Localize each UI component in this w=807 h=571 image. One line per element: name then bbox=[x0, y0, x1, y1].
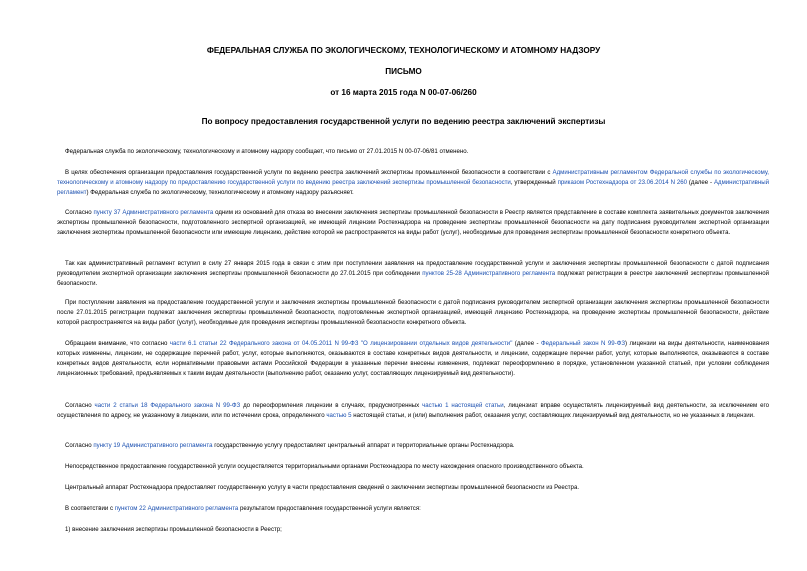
paragraph-2 bbox=[57, 168, 769, 198]
link-law-99-fz-part-2[interactable]: части 2 статьи 18 Федерального закона N 99-ФЗ bbox=[94, 402, 241, 409]
link-law-99-fz-part-6-1[interactable]: части 6.1 статьи 22 Федерального закона от 04.05.2011 N 99-ФЗ "О лицензировании отдельных видов деятельности" bbox=[169, 340, 513, 347]
link-part-1[interactable]: частью 1 настоящей статьи bbox=[422, 402, 504, 409]
link-law-99-fz[interactable]: Федеральный закон N 99-ФЗ bbox=[541, 340, 626, 347]
paragraph-4 bbox=[57, 259, 769, 289]
paragraph-text: подлежат регистрации в реестре заключений экспертизы промышленной безопасности. bbox=[57, 270, 769, 287]
paragraph-9 bbox=[57, 462, 769, 472]
paragraph-text: Центральный аппарат Ростехнадзора предоставляет государственную услугу в части предоставления сведений о заключении экспертизы промышленной безопасности из Реестра. bbox=[65, 484, 580, 491]
link-point-37[interactable]: пункту 37 Административного регламента bbox=[93, 209, 214, 216]
paragraph-text: Согласно bbox=[65, 442, 94, 449]
paragraph-text: (далее - bbox=[687, 179, 714, 186]
paragraph-text: 1) внесение заключения экспертизы промышленной безопасности в Реестр; bbox=[65, 526, 282, 533]
paragraph-text: В соответствии с bbox=[65, 505, 115, 512]
paragraph-text: Непосредственное предоставление государственной услуги осуществляется территориальными органами Ростехнадзора по месту нахождения опасного производственного объекта. bbox=[65, 463, 584, 470]
link-order-260[interactable]: приказом Ростехнадзора от 23.06.2014 N 260 bbox=[557, 179, 688, 186]
paragraph-12 bbox=[57, 525, 769, 535]
link-admin-regulation-full[interactable]: Административным регламентом Федеральной службы по экологическому, технологическому и атомному надзору по предоставлению государственной услуги по ведению реестра заключений экспертизы промышленной безопасности bbox=[57, 169, 769, 186]
paragraph-text: При поступлении заявления на предоставление государственной услуги и заключения экспертизы промышленной безопасности с датой подписания руководителем экспертной организации заключения экспертизы промышленной безопасности после 27.01.2015 регистрации подлежат заключения экспертизы промышленной безопасности, подготовленные экспертной организацией, имеющей лицензию Ростехнадзора, на проведение экспертизы промышленной безопасности, действие которой распространяется на виды работ (услуг), необходимые для проведения экспертизы промышленной безопасности конкретного объекта. bbox=[57, 299, 769, 326]
paragraph-8 bbox=[57, 441, 769, 451]
paragraph-text: настоящей статьи, и (или) выполнения работ, оказания услуг, составляющих лицензируемый вид деятельности, но не указанных в лицензии. bbox=[351, 412, 755, 419]
paragraph-text: , лицензиат вправе осуществлять лицензируемый вид деятельности, за исключением его осуществления по адресу, не указанному в лицензии, или по истечении срока, определенного bbox=[57, 402, 769, 419]
link-part-5[interactable]: частью 5 bbox=[326, 412, 352, 419]
link-point-22[interactable]: пунктом 22 Административного регламента bbox=[114, 505, 239, 512]
paragraph-text: Так как административный регламент вступил в силу 27 января 2015 года в связи с этим при поступлении заявления на предоставление государственной услуги и заключения экспертизы промышленной безопасности с датой подписания руководителем экспертной организации заключения экспертизы промышленной безопасности до 27.01.2015 при соблюдении bbox=[57, 260, 769, 277]
paragraph-1 bbox=[57, 147, 769, 157]
paragraph-text: результатом предоставления государственной услуги является: bbox=[238, 505, 421, 512]
paragraph-5 bbox=[57, 298, 769, 328]
paragraph-text: В целях обеспечения организации предоставления государственной услуги по ведению реестра заключений экспертизы промышленной безопасности в соответствии с bbox=[65, 169, 553, 176]
document-type: ПИСЬМО bbox=[385, 67, 422, 76]
paragraph-text: ) лицензии на виды деятельности, наименования которых изменены, лицензии, не содержащие перечней работ, услуг, которые выполняются, оказываются в составе конкретных видов деятельности, и лицензии, содержащие перечни работ, услуг, которые выполняются, оказываются в составе конкретных видов деятельности, если нормативными правовыми актами Российской Федерации в указанные перечни внесены изменения, подлежат переоформлению в порядке, установленном указанной статьей, при условии соблюдения лицензионных требований, предъявляемых к таким видам деятельности (выполнению работ, оказанию услуг, составляющих лицензируемый вид деятельности). bbox=[57, 340, 769, 377]
paragraph-6 bbox=[57, 339, 769, 379]
document-subject: По вопросу предоставления государственной услуги по ведению реестра заключений экспертизы bbox=[201, 117, 606, 126]
paragraph-text: Согласно bbox=[65, 209, 94, 216]
link-point-19[interactable]: пункту 19 Административного регламента bbox=[93, 442, 213, 449]
paragraph-text: до переоформления лицензии в случаях, предусмотренных bbox=[240, 402, 423, 409]
paragraph-text: одним из оснований для отказа во внесении заключения экспертизы промышленной безопасности в Реестр является представление в составе комплекта заявительных документов заключения экспертизы промышленной безопасности, подготовленного экспертной организацией, не имеющей лицензии Ростехнадзора на проведение экспертизы промышленной безопасности на дату подписания руководителем экспертной организации заключения экспертизы промышленной безопасности или имеющие лицензию, действие которой не распространяется на виды работ (услуг), необходимые для проведения экспертизы промышленной безопасности конкретного объекта. bbox=[57, 209, 769, 236]
paragraph-text: Обращаем внимание, что согласно bbox=[65, 340, 170, 347]
paragraph-10 bbox=[57, 483, 769, 493]
paragraph-text: ) Федеральная служба по экологическому, технологическому и атомному надзору разъясняет. bbox=[86, 189, 354, 196]
agency-title: ФЕДЕРАЛЬНАЯ СЛУЖБА ПО ЭКОЛОГИЧЕСКОМУ, ТЕХНОЛОГИЧЕСКОМУ И АТОМНОМУ НАДЗОРУ bbox=[206, 46, 601, 55]
link-points-25-28[interactable]: пунктов 25-28 Административного регламента bbox=[422, 270, 556, 277]
paragraph-3 bbox=[57, 208, 769, 238]
paragraph-text: Федеральная служба по экологическому, технологическому и атомному надзору сообщает, что письмо от 27.01.2015 N 00-07-06/81 отменено. bbox=[65, 148, 469, 155]
paragraph-text: государственную услугу предоставляет центральный аппарат и территориальные органы Ростехнадзора. bbox=[212, 442, 515, 449]
link-admin-regulation[interactable]: Административный регламент bbox=[57, 179, 770, 196]
paragraph-text: , утвержденный bbox=[510, 179, 558, 186]
paragraph-text: (далее - bbox=[512, 340, 542, 347]
paragraph-text: Согласно bbox=[65, 402, 95, 409]
paragraph-7 bbox=[57, 401, 769, 421]
document-date-number: от 16 марта 2015 года N 00-07-06/260 bbox=[330, 88, 477, 97]
paragraph-11 bbox=[57, 504, 769, 514]
